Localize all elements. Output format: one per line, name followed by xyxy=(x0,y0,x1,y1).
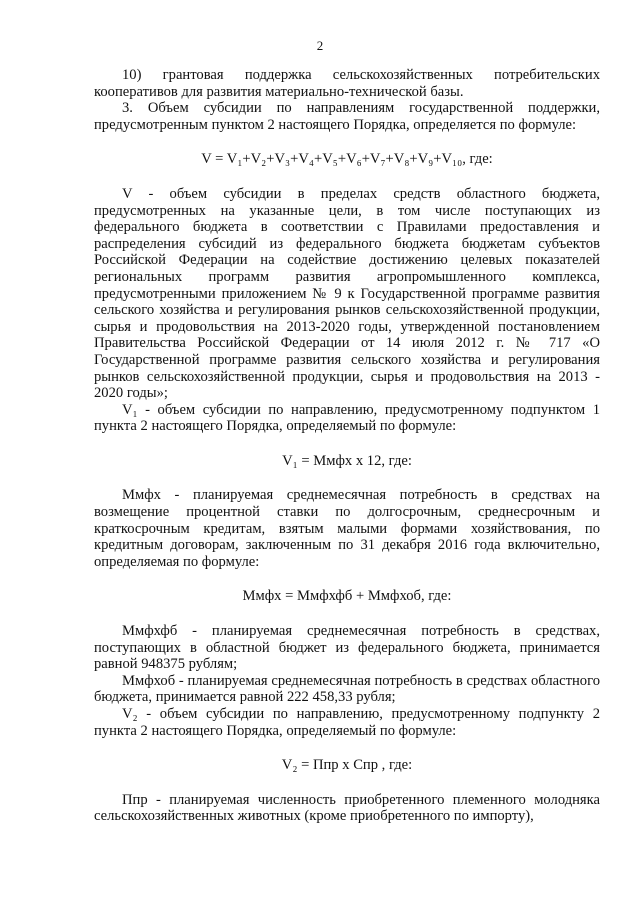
definition-v1: V₁ - объем субсидии по направлению, предусмотренному подпунктом 1 пункта 2 настоящего Порядка, определяемый по формуле: xyxy=(94,401,600,435)
definition-v: V - объем субсидии в пределах средств областного бюджета, предусмотренных на указанные цели, в том числе поступающих из федерального бюджета в соответствии с Правилами предоставления и распределения субсидий из федерального бюджета бюджетам субъектов Российской Федерации на содействие достижению целевых показателей региональных программ развития агропромышленного комплекса, предусмотренными приложением № 9 к Государственной программе развития сельского хозяйства и регулирования рынков сельскохозяйственной продукции, сырья и продовольствия на 2013-2020 годы, утвержденной постановлением Правительства Российской Федерации от 14 июля 2012 г. № 717 «О Государственной программе развития сельского хозяйства и регулирования рынков сельскохозяйственной продукции, сырья и продовольствия на 2013 - 2020 годы»; xyxy=(94,185,600,402)
item-10-paragraph: 10) грантовая поддержка сельскохозяйственных потребительских кооперативов для развития материально-технической базы. xyxy=(94,67,600,100)
definition-mob: Mмфхоб - планируемая среднемесячная потребность в средствах областного бюджета, принимается равной 222 458,33 рубля; xyxy=(94,672,600,706)
definition-v2: V₂ - объем субсидии по направлению, предусмотренному подпункту 2 пункта 2 настоящего Порядка, определяемый по формуле: xyxy=(94,706,600,739)
item-3-paragraph: 3. Объем субсидии по направлениям государственной поддержки, предусмотренным пунктом 2 настоящего Порядка, определяется по формуле: xyxy=(94,100,600,133)
definition-ppr: Ппр - планируемая численность приобретенного племенного молодняка сельскохозяйственных животных (кроме приобретенного по импорту), xyxy=(94,791,600,825)
definition-mmfh: Mмфх - планируемая среднемесячная потребность в средствах на возмещение процентной ставки по долгосрочным, среднесрочным и краткосрочным кредитам, взятым малыми формами хозяйствования, по кредитным договорам, заключенным по 31 декабря 2016 года включительно, определяемая по формуле: xyxy=(94,487,600,570)
formula-v1: V₁ = Mмфх х 12, где: xyxy=(282,452,412,469)
page-number: 2 xyxy=(316,38,324,53)
formula-v2: V₂ = Ппр х Спр , где: xyxy=(281,757,413,774)
document-body xyxy=(94,67,600,825)
formula-main: V = V₁+V₂+V₃+V₄+V₅+V₆+V₇+V₈+V₉+V₁₀, где: xyxy=(201,151,493,168)
formula-mmfh: Mмфх = Mмфхфб + Mмфхоб, где: xyxy=(242,588,452,605)
definition-mfb: Mмфхфб - планируемая среднемесячная потребность в средствах, поступающих в областной бюджет из федерального бюджета, принимается равной 948375 рублям; xyxy=(94,623,600,673)
